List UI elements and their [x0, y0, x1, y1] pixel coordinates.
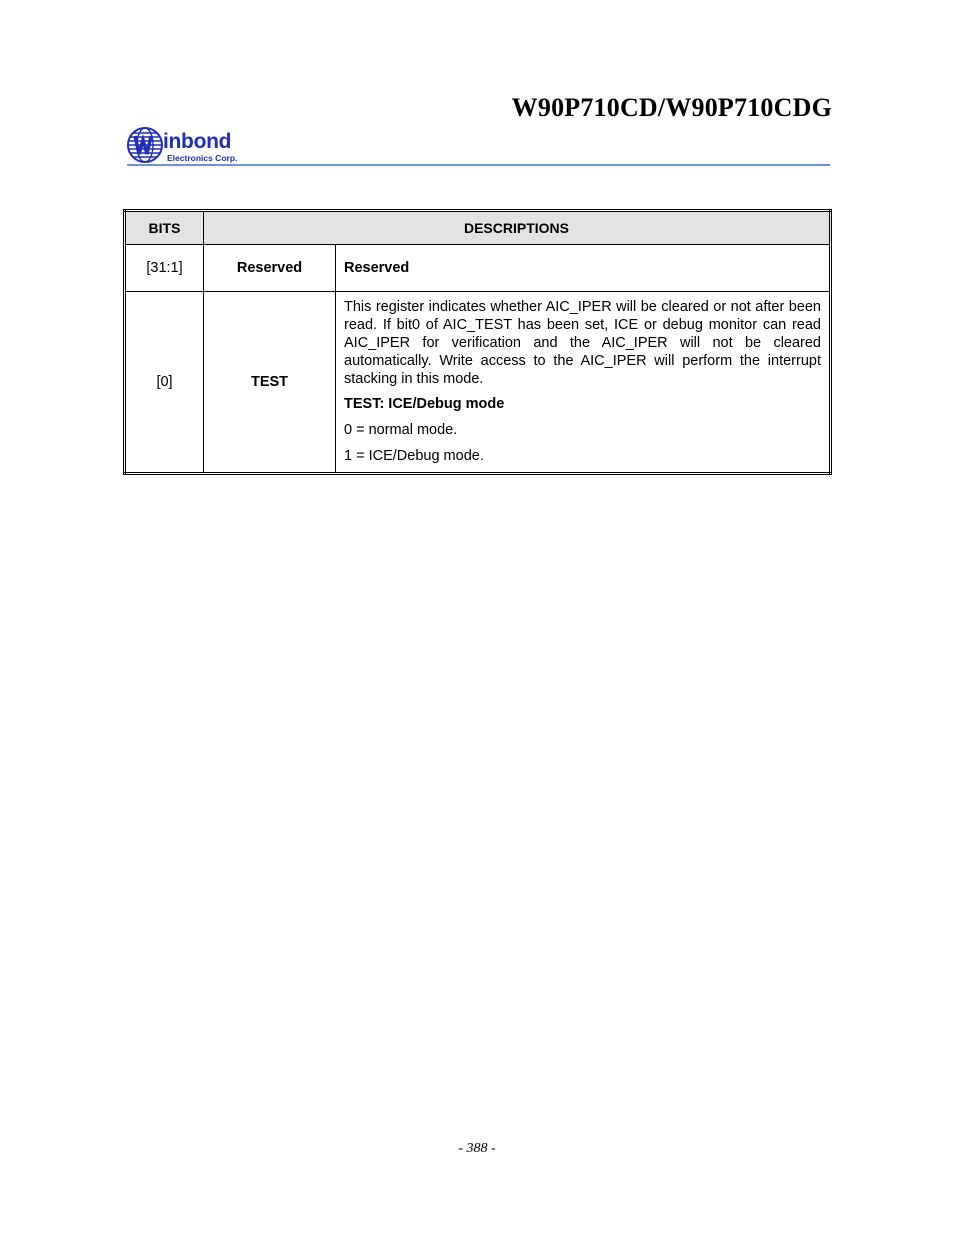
field-name-cell: Reserved: [204, 245, 336, 292]
description-cell: [336, 292, 831, 474]
value-line: 1 = ICE/Debug mode.: [344, 448, 484, 464]
register-table: [123, 209, 832, 475]
globe-icon: [127, 125, 167, 165]
bits-column-header: BITS: [125, 211, 204, 245]
table-row: [125, 292, 831, 474]
description-cell: Reserved: [336, 245, 831, 292]
value-line: 0 = normal mode.: [344, 422, 458, 438]
logo-subtitle: Electronics Corp.: [167, 153, 238, 163]
description-paragraph: This register indicates whether AIC_IPER will be cleared or not after been read. If bit0 of AIC_TEST has been set, ICE or debug monitor can read AIC_IPER for verification and the AIC_IPER will not be cleared automatically. Write access to the AIC_IPER will perform the interrupt stacking in this mode.: [344, 299, 821, 387]
descriptions-column-header: DESCRIPTIONS: [204, 211, 831, 245]
table-row: [125, 245, 831, 292]
page-number: - 388 -: [458, 1141, 496, 1156]
header-rule: [127, 164, 830, 166]
logo-wordmark: inbond: [163, 130, 232, 153]
bits-cell: [0]: [125, 292, 204, 474]
document-title: W90P710CD/W90P710CDG: [511, 93, 832, 122]
bits-cell: [31:1]: [125, 245, 204, 292]
winbond-logo: [127, 125, 257, 165]
field-name-cell: TEST: [204, 292, 336, 474]
mode-subtitle: TEST: ICE/Debug mode: [344, 396, 505, 412]
table-header-row: [125, 211, 831, 245]
